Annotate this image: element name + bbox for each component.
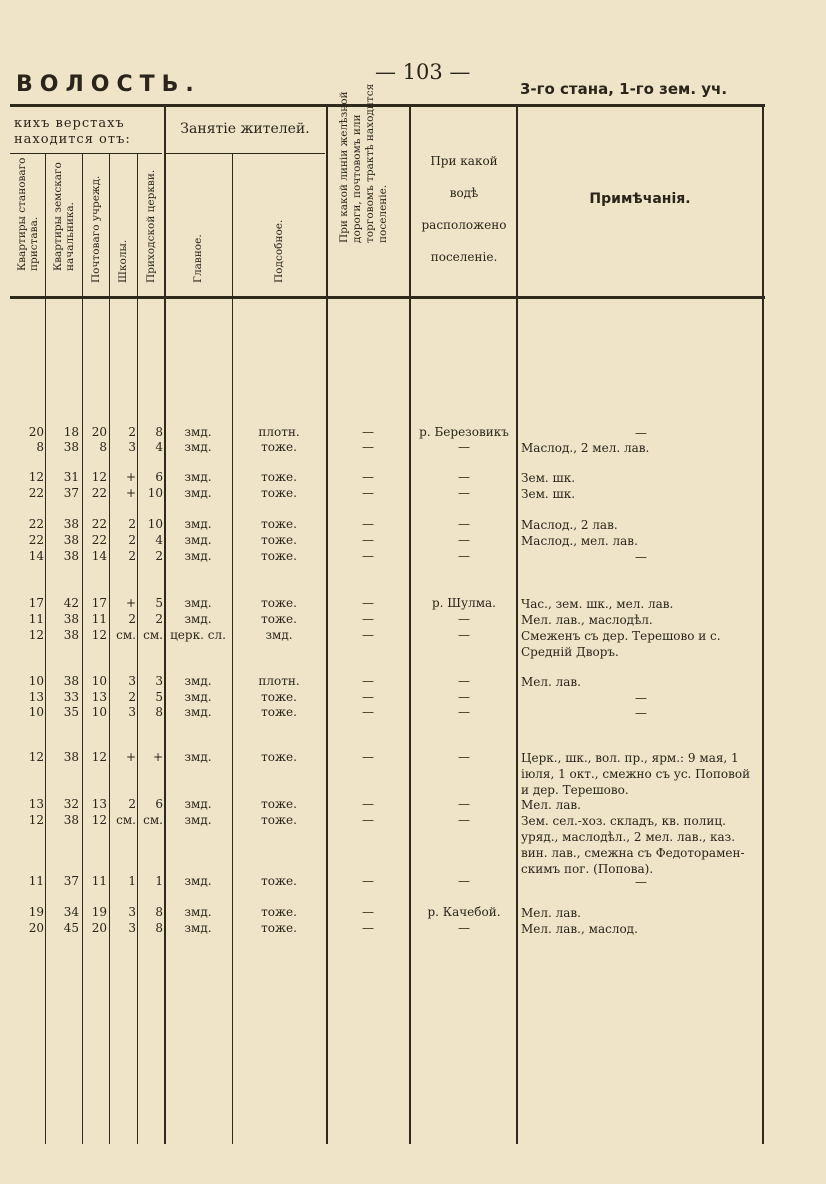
- cell-schools: 3: [128, 440, 136, 454]
- cell-church: 4: [155, 440, 163, 454]
- cell-note: Церк., шк., вол. пр., ярм.: 9 мая, 1 іюля, 1 окт., смежно съ ус. Поповой и дер. Терешово.: [521, 751, 751, 797]
- column-divider: [326, 107, 328, 1144]
- cell-note: Зем. сел.-хоз. складъ, кв. полиц. уряд., маслодѣл., 2 мел. лав., каз. вин. лав., смежна съ Федотораменскимъ пог. (Попова).: [521, 814, 745, 876]
- cell-water: —: [458, 486, 470, 500]
- cell-main: змд.: [184, 705, 212, 719]
- header-church: Приходской церкви.: [145, 169, 157, 283]
- cell-secondary: тоже.: [261, 874, 297, 888]
- cell-railway: —: [362, 690, 374, 704]
- cell-church: 10: [147, 486, 163, 500]
- cell-note: Мел. лав.: [521, 906, 581, 920]
- cell-water: —: [458, 674, 470, 688]
- cell-water: —: [458, 612, 470, 626]
- cell-church: 4: [155, 533, 163, 547]
- cell-church: 2: [155, 612, 163, 626]
- cell-stanovoy: 19: [28, 905, 44, 919]
- header-secondary-cell: [234, 155, 324, 295]
- header-main-cell: [166, 155, 230, 295]
- cell-schools: 2: [128, 425, 136, 439]
- header-water: При какой водѣ расположено поселеніе.: [421, 154, 507, 264]
- cell-stanovoy: 10: [28, 674, 44, 688]
- cell-note: Маслод., 2 мел. лав.: [521, 441, 650, 455]
- cell-railway: —: [362, 596, 374, 610]
- cell-note: —: [635, 691, 647, 705]
- header-zemsky-cell: [47, 155, 81, 295]
- cell-church: 2: [155, 549, 163, 563]
- cell-secondary: тоже.: [261, 921, 297, 935]
- cell-church: 6: [155, 797, 163, 811]
- cell-water: —: [458, 874, 470, 888]
- cell-post: 20: [91, 425, 107, 439]
- cell-main: змд.: [184, 674, 212, 688]
- cell-railway: —: [362, 533, 374, 547]
- cell-note: Мел. лав., маслод.: [521, 922, 638, 936]
- volost-heading: ВОЛОСТЬ.: [16, 72, 201, 97]
- cell-zemsky: 42: [63, 596, 79, 610]
- cell-note: —: [635, 875, 647, 889]
- cell-schools: 3: [128, 905, 136, 919]
- cell-stanovoy: 12: [28, 470, 44, 484]
- cell-railway: —: [362, 612, 374, 626]
- cell-stanovoy: 12: [28, 813, 44, 827]
- cell-railway: —: [362, 750, 374, 764]
- cell-stanovoy: 17: [28, 596, 44, 610]
- cell-main: змд.: [184, 797, 212, 811]
- cell-secondary: тоже.: [261, 549, 297, 563]
- header-stanovoy-cell: [12, 155, 44, 295]
- cell-stanovoy: 11: [28, 612, 44, 626]
- cell-main: змд.: [184, 486, 212, 500]
- cell-zemsky: 37: [63, 874, 79, 888]
- cell-water: —: [458, 690, 470, 704]
- cell-post: 12: [91, 750, 107, 764]
- cell-zemsky: 34: [63, 905, 79, 919]
- cell-main: змд.: [184, 517, 212, 531]
- cell-church: см.: [143, 813, 163, 827]
- cell-secondary: тоже.: [261, 813, 297, 827]
- cell-main: змд.: [184, 440, 212, 454]
- cell-main: змд.: [184, 750, 212, 764]
- cell-post: 14: [91, 549, 107, 563]
- cell-note: —: [635, 426, 647, 440]
- header-railway-cell: [330, 83, 406, 295]
- cell-main: змд.: [184, 921, 212, 935]
- cell-note: Мел. лав.: [521, 798, 581, 812]
- cell-note: Зем. шк.: [521, 487, 576, 501]
- cell-schools: см.: [116, 628, 136, 642]
- cell-water: —: [458, 470, 470, 484]
- cell-schools: +: [125, 596, 136, 610]
- cell-railway: —: [362, 674, 374, 688]
- cell-zemsky: 38: [63, 612, 79, 626]
- cell-railway: —: [362, 797, 374, 811]
- cell-main: змд.: [184, 690, 212, 704]
- cell-post: 12: [91, 470, 107, 484]
- header-bottom-rule: [10, 296, 765, 299]
- cell-church: 8: [155, 905, 163, 919]
- cell-stanovoy: 22: [28, 517, 44, 531]
- column-divider: [137, 154, 138, 1144]
- cell-secondary: тоже.: [261, 486, 297, 500]
- cell-secondary: тоже.: [261, 612, 297, 626]
- cell-stanovoy: 20: [28, 921, 44, 935]
- column-divider: [762, 107, 764, 1144]
- cell-zemsky: 33: [63, 690, 79, 704]
- cell-stanovoy: 14: [28, 549, 44, 563]
- cell-zemsky: 32: [63, 797, 79, 811]
- cell-stanovoy: 12: [28, 628, 44, 642]
- cell-secondary: змд.: [265, 628, 293, 642]
- occupation-group-header: Занятіе жителей.: [180, 121, 310, 137]
- cell-railway: —: [362, 470, 374, 484]
- cell-zemsky: 38: [63, 440, 79, 454]
- cell-note: Мел. лав.: [521, 675, 581, 689]
- cell-water: —: [458, 705, 470, 719]
- cell-water: —: [458, 533, 470, 547]
- group-rule-occupation: [165, 153, 325, 154]
- cell-schools: 2: [128, 612, 136, 626]
- header-zemsky: Квартиры земскаго начальника.: [52, 162, 76, 271]
- cell-note: —: [635, 550, 647, 564]
- district-heading: 3-го стана, 1-го зем. уч.: [520, 80, 728, 98]
- cell-railway: —: [362, 905, 374, 919]
- cell-stanovoy: 8: [36, 440, 44, 454]
- cell-main: змд.: [184, 813, 212, 827]
- header-stanovoy: Квартиры становаго пристава.: [16, 157, 40, 271]
- cell-zemsky: 35: [63, 705, 79, 719]
- cell-main: змд.: [184, 470, 212, 484]
- cell-zemsky: 31: [63, 470, 79, 484]
- column-divider: [109, 154, 110, 1144]
- cell-schools: +: [125, 750, 136, 764]
- cell-post: 12: [91, 813, 107, 827]
- cell-church: 3: [155, 674, 163, 688]
- cell-stanovoy: 13: [28, 797, 44, 811]
- cell-post: 19: [91, 905, 107, 919]
- header-post-cell: [84, 155, 108, 295]
- cell-schools: +: [125, 470, 136, 484]
- cell-railway: —: [362, 425, 374, 439]
- cell-post: 22: [91, 517, 107, 531]
- cell-secondary: тоже.: [261, 533, 297, 547]
- column-divider: [409, 107, 411, 1144]
- cell-post: 10: [91, 674, 107, 688]
- cell-water: —: [458, 813, 470, 827]
- cell-zemsky: 38: [63, 750, 79, 764]
- cell-zemsky: 38: [63, 674, 79, 688]
- cell-church: 8: [155, 705, 163, 719]
- cell-church: см.: [143, 628, 163, 642]
- cell-railway: —: [362, 628, 374, 642]
- cell-railway: —: [362, 549, 374, 563]
- cell-railway: —: [362, 705, 374, 719]
- cell-note: Мел. лав., маслодѣл.: [521, 613, 653, 627]
- cell-main: змд.: [184, 425, 212, 439]
- cell-stanovoy: 20: [28, 425, 44, 439]
- cell-main: змд.: [184, 905, 212, 919]
- cell-note: Маслод., мел. лав.: [521, 534, 638, 548]
- cell-water: р. Качебой.: [427, 905, 501, 919]
- cell-zemsky: 18: [63, 425, 79, 439]
- cell-water: р. Шулма.: [432, 596, 496, 610]
- cell-note: Зем. шк.: [521, 471, 576, 485]
- header-schools: Школы.: [117, 239, 129, 283]
- cell-main: змд.: [184, 533, 212, 547]
- cell-post: 8: [99, 440, 107, 454]
- cell-railway: —: [362, 517, 374, 531]
- column-divider: [516, 107, 518, 1144]
- cell-water: —: [458, 750, 470, 764]
- cell-church: 5: [155, 596, 163, 610]
- cell-zemsky: 38: [63, 517, 79, 531]
- cell-post: 20: [91, 921, 107, 935]
- cell-water: —: [458, 628, 470, 642]
- cell-water: —: [458, 440, 470, 454]
- cell-church: 1: [155, 874, 163, 888]
- cell-secondary: тоже.: [261, 470, 297, 484]
- header-notes: Примѣчанія.: [589, 191, 691, 207]
- cell-church: 8: [155, 921, 163, 935]
- header-church-cell: [139, 155, 163, 295]
- cell-church: 10: [147, 517, 163, 531]
- cell-note: Маслод., 2 лав.: [521, 518, 618, 532]
- cell-zemsky: 38: [63, 813, 79, 827]
- column-divider: [82, 154, 83, 1144]
- cell-zemsky: 37: [63, 486, 79, 500]
- cell-post: 13: [91, 690, 107, 704]
- cell-stanovoy: 11: [28, 874, 44, 888]
- cell-secondary: тоже.: [261, 440, 297, 454]
- cell-post: 10: [91, 705, 107, 719]
- distance-group-header: кихъ верстахъ находится отъ:: [14, 116, 131, 147]
- cell-water: —: [458, 797, 470, 811]
- cell-church: 5: [155, 690, 163, 704]
- cell-schools: 2: [128, 797, 136, 811]
- header-secondary: Подсобное.: [273, 219, 285, 283]
- cell-railway: —: [362, 874, 374, 888]
- cell-note: Смеженъ съ дер. Терешово и с. Средній Дворъ.: [521, 629, 721, 659]
- cell-railway: —: [362, 813, 374, 827]
- cell-schools: 2: [128, 533, 136, 547]
- cell-schools: 3: [128, 674, 136, 688]
- cell-zemsky: 38: [63, 533, 79, 547]
- cell-railway: —: [362, 486, 374, 500]
- cell-post: 17: [91, 596, 107, 610]
- cell-secondary: тоже.: [261, 690, 297, 704]
- cell-church: 6: [155, 470, 163, 484]
- cell-water: —: [458, 921, 470, 935]
- cell-stanovoy: 13: [28, 690, 44, 704]
- cell-secondary: тоже.: [261, 705, 297, 719]
- cell-stanovoy: 12: [28, 750, 44, 764]
- column-divider: [232, 154, 233, 1144]
- cell-schools: +: [125, 486, 136, 500]
- cell-secondary: тоже.: [261, 905, 297, 919]
- cell-water: —: [458, 517, 470, 531]
- cell-secondary: тоже.: [261, 517, 297, 531]
- cell-post: 11: [91, 874, 107, 888]
- header-main: Главное.: [192, 234, 204, 283]
- cell-church: 8: [155, 425, 163, 439]
- cell-note: —: [635, 706, 647, 720]
- page-number: — 103 —: [375, 60, 471, 84]
- cell-stanovoy: 22: [28, 533, 44, 547]
- cell-secondary: тоже.: [261, 750, 297, 764]
- cell-post: 12: [91, 628, 107, 642]
- cell-secondary: плотн.: [258, 425, 300, 439]
- cell-church: +: [152, 750, 163, 764]
- cell-note: Час., зем. шк., мел. лав.: [521, 597, 674, 611]
- cell-post: 22: [91, 486, 107, 500]
- cell-stanovoy: 22: [28, 486, 44, 500]
- cell-main: змд.: [184, 549, 212, 563]
- cell-schools: см.: [116, 813, 136, 827]
- cell-main: змд.: [184, 874, 212, 888]
- header-schools-cell: [111, 155, 135, 295]
- cell-zemsky: 38: [63, 628, 79, 642]
- cell-secondary: плотн.: [258, 674, 300, 688]
- cell-secondary: тоже.: [261, 797, 297, 811]
- cell-schools: 1: [128, 874, 136, 888]
- header-post: Почтоваго учрежд.: [90, 175, 102, 283]
- column-divider: [45, 154, 46, 1144]
- cell-post: 11: [91, 612, 107, 626]
- cell-post: 22: [91, 533, 107, 547]
- cell-zemsky: 45: [63, 921, 79, 935]
- cell-railway: —: [362, 440, 374, 454]
- cell-railway: —: [362, 921, 374, 935]
- cell-schools: 2: [128, 517, 136, 531]
- cell-water: р. Березовикъ: [419, 425, 509, 439]
- cell-schools: 2: [128, 549, 136, 563]
- cell-post: 13: [91, 797, 107, 811]
- cell-main: змд.: [184, 596, 212, 610]
- cell-main: церк. сл.: [170, 628, 226, 642]
- cell-water: —: [458, 549, 470, 563]
- header-railway: При какой линіи желѣзной дороги, почтовомъ или торговомъ трактѣ находится поселеніе.: [338, 83, 389, 243]
- cell-schools: 2: [128, 690, 136, 704]
- cell-stanovoy: 10: [28, 705, 44, 719]
- cell-zemsky: 38: [63, 549, 79, 563]
- cell-schools: 3: [128, 921, 136, 935]
- cell-main: змд.: [184, 612, 212, 626]
- cell-secondary: тоже.: [261, 596, 297, 610]
- cell-schools: 3: [128, 705, 136, 719]
